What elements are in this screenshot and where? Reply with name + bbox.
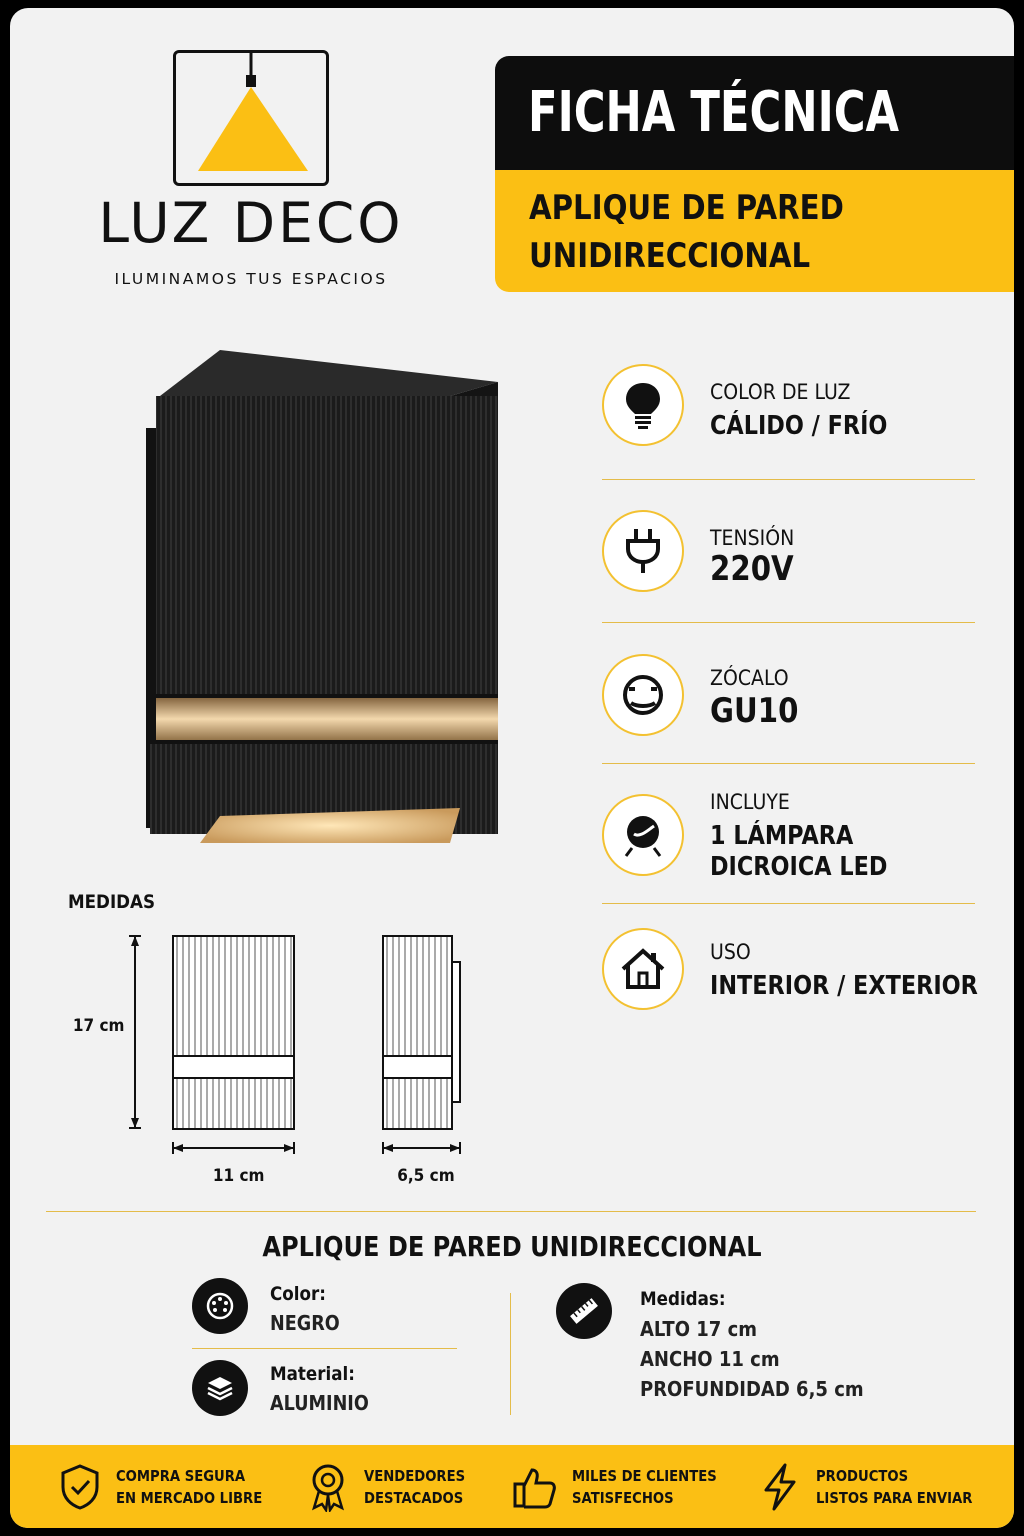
footer-shipping-line1: PRODUCTOS <box>816 1466 909 1485</box>
measure-ancho: ANCHO 11 cm <box>640 1347 780 1371</box>
spec-divider <box>602 763 975 764</box>
depth-dimension-label: 6,5 cm <box>397 1166 455 1186</box>
dimension-drawing <box>120 928 480 1168</box>
subtitle-line-1: APLIQUE DE PARED <box>529 188 844 228</box>
spec-divider <box>602 903 975 904</box>
spec-icon-includes <box>602 794 684 876</box>
spec-label-color: COLOR DE LUZ <box>710 380 851 404</box>
spec-value-color: CÁLIDO / FRÍO <box>710 411 888 441</box>
spec-divider <box>602 622 975 623</box>
footer-item-secure <box>58 1445 282 1528</box>
footer-secure-line2: EN MERCADO LIBRE <box>116 1488 263 1507</box>
spec-icon-color <box>602 364 684 446</box>
spec-sheet <box>10 8 1014 1528</box>
summary-divider <box>192 1348 457 1349</box>
spec-value-socket: GU10 <box>710 691 799 731</box>
footer-item-sellers <box>306 1445 479 1528</box>
shield-check-icon <box>58 1463 102 1511</box>
trust-footer <box>10 1445 1014 1528</box>
section-divider <box>46 1211 976 1212</box>
spec-icon-use <box>602 928 684 1010</box>
footer-item-shipping <box>760 1445 994 1528</box>
spec-value-includes-1: 1 LÁMPARA <box>710 821 854 851</box>
subtitle-line-2: UNIDIRECCIONAL <box>529 236 811 276</box>
width-dimension-label: 11 cm <box>212 1166 265 1186</box>
measures-title: MEDIDAS <box>68 891 156 913</box>
material-value: ALUMINIO <box>270 1391 369 1415</box>
page-title: FICHA TÉCNICA <box>528 80 900 145</box>
footer-item-clients <box>512 1445 737 1528</box>
ruler-icon <box>556 1283 612 1339</box>
spec-label-voltage: TENSIÓN <box>710 526 795 550</box>
product-subtitle <box>529 184 844 280</box>
layers-icon <box>192 1360 248 1416</box>
spec-label-socket: ZÓCALO <box>710 666 789 690</box>
house-icon <box>619 947 667 991</box>
spec-icon-socket <box>602 654 684 736</box>
socket-icon <box>621 673 665 717</box>
spec-value-use: INTERIOR / EXTERIOR <box>710 971 978 1001</box>
footer-secure-line1: COMPRA SEGURA <box>116 1466 246 1485</box>
pendant-lamp-icon <box>176 53 326 183</box>
height-dimension-label: 17 cm <box>72 1016 125 1036</box>
spec-value-includes-2: DICROICA LED <box>710 852 888 882</box>
color-palette-icon <box>192 1278 248 1334</box>
color-label: Color: <box>270 1283 326 1305</box>
footer-shipping-line2: LISTOS PARA ENVIAR <box>816 1488 973 1507</box>
logo-frame <box>173 50 329 186</box>
medal-icon <box>306 1462 350 1512</box>
color-value: NEGRO <box>270 1311 340 1335</box>
spec-label-use: USO <box>710 940 751 964</box>
plug-icon <box>623 527 663 575</box>
summary-vertical-divider <box>510 1293 511 1415</box>
measures-label: Medidas: <box>640 1288 726 1310</box>
thumbs-up-icon <box>512 1464 558 1510</box>
measure-profundidad: PROFUNDIDAD 6,5 cm <box>640 1377 864 1401</box>
footer-sellers-line1: VENDEDORES <box>364 1466 466 1485</box>
summary-title: APLIQUE DE PARED UNIDIRECCIONAL <box>262 1230 762 1263</box>
spec-label-includes: INCLUYE <box>710 790 790 814</box>
spec-icon-voltage <box>602 510 684 592</box>
footer-sellers-line2: DESTACADOS <box>364 1488 464 1507</box>
measure-alto: ALTO 17 cm <box>640 1317 758 1341</box>
footer-clients-line2: SATISFECHOS <box>572 1488 674 1507</box>
lightbulb-icon <box>623 381 663 429</box>
material-label: Material: <box>270 1363 355 1385</box>
brand-name: LUZ DECO <box>98 191 404 255</box>
product-image <box>130 338 500 858</box>
brand-tagline: ILUMINAMOS TUS ESPACIOS <box>114 270 388 288</box>
footer-clients-line1: MILES DE CLIENTES <box>572 1466 717 1485</box>
spec-divider <box>602 479 975 480</box>
spec-value-voltage: 220V <box>710 549 794 589</box>
lamp-icon <box>620 812 666 858</box>
lightning-icon <box>760 1462 800 1512</box>
